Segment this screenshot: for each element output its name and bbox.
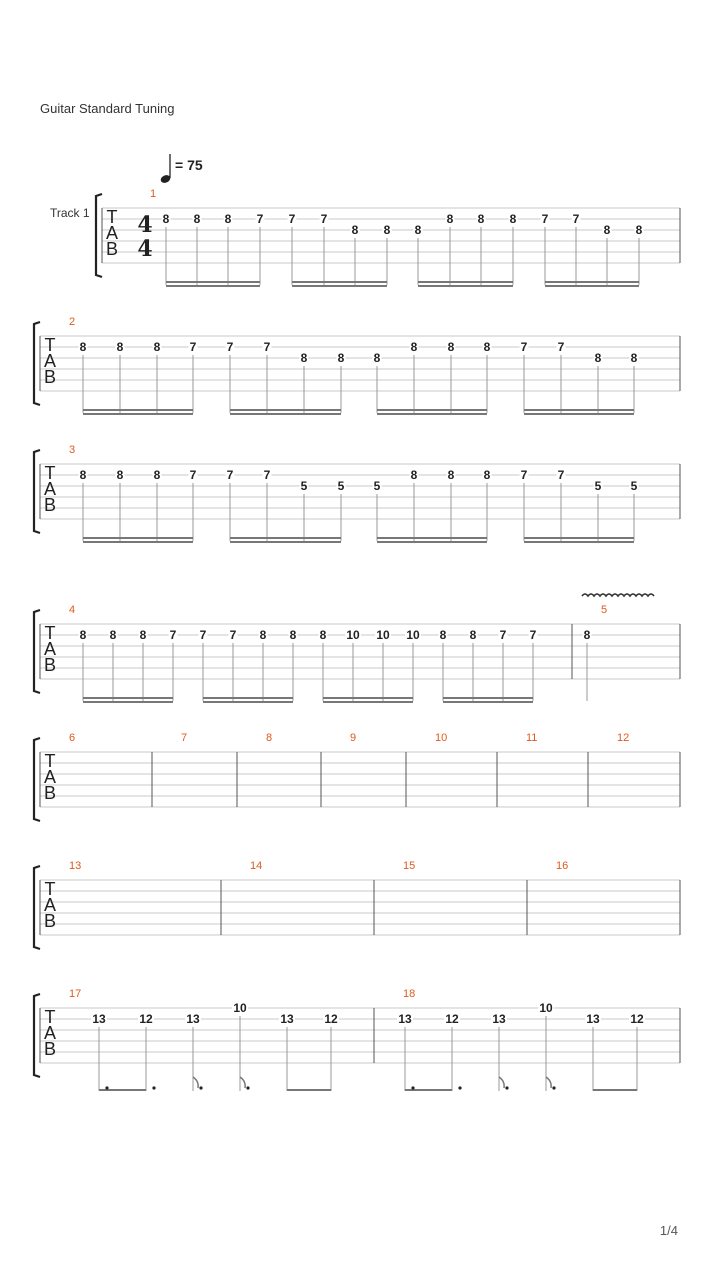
fret-number: 8 [410,468,418,482]
beam [230,541,341,543]
fret-number: 8 [289,628,297,642]
rhythm-dot [552,1086,555,1089]
fret-number: 7 [226,340,234,354]
measure-number: 14 [250,860,263,872]
fret-number: 8 [153,340,161,354]
beam [377,537,487,539]
beam [545,281,639,283]
fret-number: 12 [630,1012,644,1026]
tab-clef-letter: A [43,479,57,499]
system-bracket [96,194,102,277]
measure-number: 16 [556,860,569,872]
fret-number: 7 [541,212,549,226]
tab-clef-letter: T [44,623,56,643]
rhythm-dot [105,1086,108,1089]
fret-number: 8 [477,212,485,226]
fret-number: 8 [79,628,87,642]
beam [418,285,513,287]
tab-system [0,188,720,304]
fret-number: 8 [439,628,447,642]
fret-number: 7 [320,212,328,226]
fret-number: 8 [509,212,517,226]
tab-staff [0,988,720,1104]
tab-clef-letter: B [43,367,57,387]
measure-number: 17 [69,988,82,1000]
fret-number: 5 [337,479,345,493]
beam [524,413,634,415]
beam [83,701,173,703]
rhythm-dot [458,1086,461,1089]
tab-clef-letter: B [43,495,57,515]
fret-number: 8 [410,340,418,354]
tab-clef-letter: B [105,239,119,259]
beam [377,413,487,415]
fret-number: 8 [259,628,267,642]
fret-number: 7 [263,340,271,354]
fret-number: 10 [539,1001,553,1015]
fret-number: 8 [483,468,491,482]
tab-clef-letter: A [105,223,119,243]
tab-clef-letter: T [44,463,56,483]
note-flag [499,1077,504,1088]
fret-number: 7 [288,212,296,226]
fret-number: 8 [139,628,147,642]
beam [230,409,341,411]
beam [230,413,341,415]
system-bracket [34,610,40,693]
beam [443,701,533,703]
system-bracket [34,994,40,1077]
beam [593,1089,637,1091]
tab-staff [0,316,720,432]
beam [83,697,173,699]
tab-clef-letter: T [44,1007,56,1027]
beam [287,1089,331,1091]
time-signature-top: 4 [137,212,153,238]
beam [83,413,193,415]
tab-clef-letter: B [43,911,57,931]
beam [524,409,634,411]
fret-number: 8 [630,351,638,365]
beam [377,541,487,543]
fret-number: 8 [337,351,345,365]
fret-number: 8 [447,468,455,482]
rhythm-dot [199,1086,202,1089]
beam [99,1089,146,1091]
fret-number: 8 [319,628,327,642]
fret-number: 7 [189,468,197,482]
fret-number: 8 [469,628,477,642]
tab-system [0,604,720,720]
tab-clef-letter: T [44,751,56,771]
fret-number: 12 [139,1012,153,1026]
fret-number: 7 [229,628,237,642]
tab-staff [0,604,720,720]
measure-number: 7 [181,732,188,744]
note-flag [546,1077,551,1088]
fret-number: 10 [346,628,360,642]
system-bracket [34,738,40,821]
beam [166,285,260,287]
rhythm-dot [246,1086,249,1089]
tab-staff [0,732,720,848]
fret-number: 7 [557,340,565,354]
fret-number: 8 [446,212,454,226]
measure-number: 13 [69,860,82,872]
measure-number: 5 [601,604,608,616]
measure-number: 8 [266,732,273,744]
fret-number: 8 [162,212,170,226]
beam [323,701,413,703]
fret-number: 13 [280,1012,294,1026]
beam [405,1089,452,1091]
fret-number: 8 [594,351,602,365]
measure-number: 2 [69,316,76,328]
tab-system [0,732,720,848]
fret-number: 8 [79,468,87,482]
measure-number: 1 [150,188,157,200]
rhythm-dot [505,1086,508,1089]
beam [443,697,533,699]
beam [292,285,387,287]
beam [230,537,341,539]
time-signature-bottom: 4 [137,236,153,262]
tab-clef-letter: T [106,207,118,227]
fret-number: 8 [414,223,422,237]
page-number: 1/4 [659,1223,678,1238]
note-flag [193,1077,198,1088]
tab-clef-letter: A [43,895,57,915]
tab-clef-letter: T [44,879,56,899]
tab-system [0,860,720,976]
vibrato-mark [582,594,654,596]
fret-number: 7 [169,628,177,642]
tab-clef-letter: A [43,639,57,659]
fret-number: 8 [373,351,381,365]
fret-number: 12 [324,1012,338,1026]
tab-clef-letter: A [43,351,57,371]
measure-number: 9 [350,732,357,744]
fret-number: 8 [224,212,232,226]
tab-system [0,316,720,432]
fret-number: 8 [153,468,161,482]
fret-number: 7 [189,340,197,354]
fret-number: 8 [603,223,611,237]
system-bracket [34,322,40,405]
tab-clef-letter: B [43,783,57,803]
beam [292,281,387,283]
fret-number: 8 [116,468,124,482]
fret-number: 10 [233,1001,247,1015]
beam [524,541,634,543]
measure-number: 6 [69,732,76,744]
fret-number: 5 [630,479,638,493]
tab-staff [0,188,720,304]
fret-number: 8 [447,340,455,354]
tab-clef-letter: A [43,767,57,787]
beam [83,537,193,539]
fret-number: 13 [398,1012,412,1026]
system-bracket [34,450,40,533]
measure-number: 15 [403,860,416,872]
fret-number: 7 [226,468,234,482]
tab-clef-letter: B [43,655,57,675]
fret-number: 7 [263,468,271,482]
system-bracket [34,866,40,949]
beam [545,285,639,287]
measure-number: 10 [435,732,448,744]
fret-number: 7 [499,628,507,642]
fret-number: 12 [445,1012,459,1026]
fret-number: 7 [256,212,264,226]
fret-number: 5 [300,479,308,493]
fret-number: 7 [520,468,528,482]
beam [203,701,293,703]
tuning-label: Guitar Standard Tuning [40,101,175,116]
tab-clef-letter: A [43,1023,57,1043]
fret-number: 7 [572,212,580,226]
fret-number: 8 [483,340,491,354]
fret-number: 5 [373,479,381,493]
fret-number: 13 [586,1012,600,1026]
tab-staff [0,444,720,560]
quarter-note-icon [158,152,174,186]
beam [418,281,513,283]
beam [377,409,487,411]
measure-number: 11 [526,732,538,744]
fret-number: 13 [492,1012,506,1026]
fret-number: 7 [557,468,565,482]
fret-number: 5 [594,479,602,493]
fret-number: 13 [92,1012,106,1026]
fret-number: 8 [583,628,591,642]
tab-system [0,444,720,560]
beam [524,537,634,539]
tab-system [0,988,720,1104]
fret-number: 8 [79,340,87,354]
tab-staff [0,860,720,976]
fret-number: 8 [635,223,643,237]
fret-number: 10 [376,628,390,642]
beam [83,541,193,543]
note-flag [240,1077,245,1088]
track-name: Track 1 [50,206,90,220]
measure-number: 18 [403,988,416,1000]
rhythm-dot [411,1086,414,1089]
rhythm-dot [152,1086,155,1089]
fret-number: 7 [520,340,528,354]
tab-clef-letter: T [44,335,56,355]
beam [166,281,260,283]
beam [83,409,193,411]
measure-number: 12 [617,732,630,744]
fret-number: 13 [186,1012,200,1026]
fret-number: 7 [529,628,537,642]
fret-number: 8 [116,340,124,354]
fret-number: 8 [193,212,201,226]
tempo-value: = 75 [175,157,203,173]
fret-number: 8 [109,628,117,642]
tab-clef-letter: B [43,1039,57,1059]
beam [203,697,293,699]
fret-number: 8 [300,351,308,365]
fret-number: 10 [406,628,420,642]
fret-number: 7 [199,628,207,642]
fret-number: 8 [351,223,359,237]
measure-number: 4 [69,604,76,616]
fret-number: 8 [383,223,391,237]
beam [323,697,413,699]
measure-number: 3 [69,444,76,456]
